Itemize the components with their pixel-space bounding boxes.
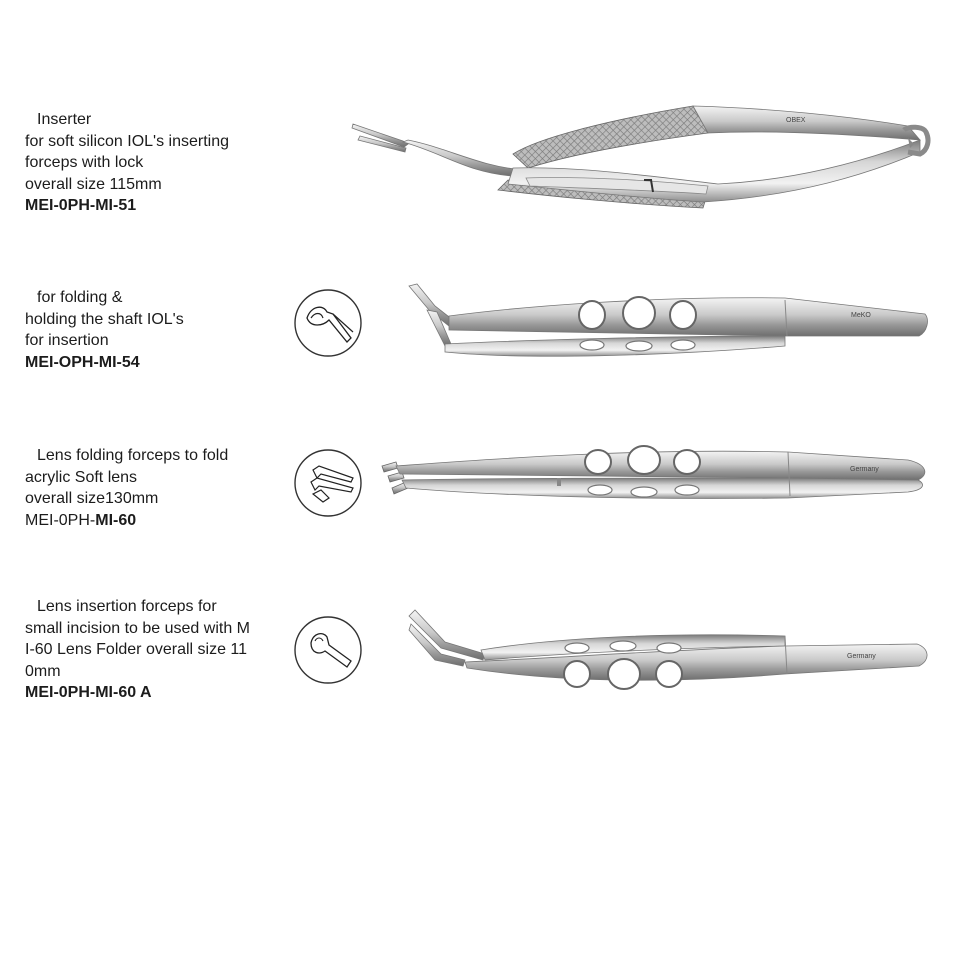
inserter-forceps-image	[348, 98, 938, 218]
engraving-text: ОВЕХ	[786, 117, 806, 124]
description-line: for insertion	[25, 332, 109, 349]
description-line: Lens folding forceps to fold	[37, 447, 229, 464]
product-description	[25, 596, 250, 704]
product-code-suffix: MI-60	[95, 511, 137, 529]
product-code: MEI-OPH-MI-54	[25, 353, 140, 371]
description-line: small incision to be used with M	[25, 619, 250, 637]
insertion-tip-detail-icon	[293, 615, 363, 685]
engraving-text: Germany	[850, 466, 879, 473]
description-line: Lens insertion forceps for	[37, 598, 217, 615]
product-code-prefix: MEI-0PH-	[25, 511, 96, 529]
product-code	[25, 510, 228, 532]
folding-tip-detail-icon	[293, 448, 363, 518]
description-line: overall size130mm	[25, 490, 159, 507]
product-mei-oph-mi-54	[0, 270, 960, 380]
lens-insertion-forceps-image	[405, 602, 935, 697]
description-line: I-60 Lens Folder overall size 11	[25, 641, 248, 658]
product-description	[25, 109, 229, 217]
product-description	[25, 287, 184, 373]
folding-forceps-image	[405, 280, 935, 370]
engraving-text: MeKO	[851, 312, 871, 319]
description-line: for folding &	[37, 289, 123, 306]
description-line: for soft silicon IOL's inserting	[25, 132, 230, 150]
product-mei-0ph-mi-60	[0, 435, 960, 545]
description-line: acrylic Soft lens	[25, 468, 138, 486]
lens-folding-forceps-image	[378, 440, 934, 505]
engraving-text: Germany	[847, 653, 876, 660]
product-code: MEI-0PH-MI-51	[25, 197, 137, 214]
description-line: forceps with lock	[25, 154, 144, 171]
product-code: MEI-0PH-MI-60 A	[25, 684, 152, 701]
description-line: overall size 115mm	[25, 175, 162, 193]
product-mei-0ph-mi-51	[0, 0, 960, 240]
description-line: Inserter	[37, 111, 92, 128]
product-description	[25, 445, 228, 531]
angled-tip-detail-icon	[293, 288, 363, 358]
description-line: holding the shaft IOL's	[25, 310, 184, 328]
product-mei-0ph-mi-60-a	[0, 590, 960, 720]
description-line: 0mm	[25, 662, 61, 680]
